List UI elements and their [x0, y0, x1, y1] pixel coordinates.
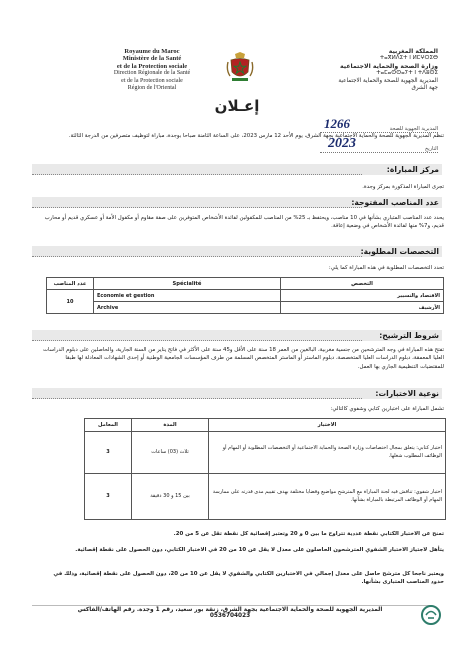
center-text: تجرى المباراة المذكورة بمركز وجدة. [362, 184, 444, 190]
section-header-exams [32, 388, 442, 399]
note-paragraph: ويعتبر ناجحا كل مترشح حاصل على معدل إجمالي في الاختبارين الكتابي والشفوي لا يقل عن 10 من 20، دون الحصول على نقطة إقصائية، وذلك في حدود المناصب المتبارى بشأنها. [53, 571, 444, 586]
section-title: مركز المباراة: [386, 165, 439, 174]
table-row [47, 290, 444, 302]
page-title: إعـلان [214, 97, 260, 115]
header-fr-line: Ministère de la Santé [122, 55, 182, 63]
conditions-text: تفتح هذه المباراة في وجه المترشحين من جنسية مغربية، البالغين من العمر 18 سنة على الأقل و45 سنة على الأكثر في فاتح يناير من السنة الجارية، والحاصلين على دبلوم الدراسات العليا المعمقة، دبلوم الدراسات العليا المتخصصة، دبلوم الماستر أو الماستر المتخصص المسلمة من طرف المؤسسات الجامعية الوطنية أو إحدى الشهادات المعادلة لها طبقا للمقتضيات التنظيمية الجاري بها العمل. [42, 347, 444, 370]
table-row [85, 432, 446, 474]
registration-stamp [320, 116, 438, 162]
table-cell-coef: 3 [85, 432, 132, 474]
section-title: نوعية الاختبارات: [375, 389, 439, 398]
section-title: التخصصات المطلوبة: [360, 247, 439, 256]
header-ar-line: ⵜⴰⵎⴰⵙⵙⴰⵢⵜ ⵏ ⵜⴷⵓⵙⵉ [376, 70, 438, 77]
table-cell-ar: الاقتصاد والتسيير [281, 290, 444, 302]
table-cell-duration: ثلاث (03) ساعات [132, 432, 209, 474]
exams-intro: تشمل المباراة على اختبارين كتابي وشفوي كالتالي: [330, 406, 444, 412]
stamp-year: 2023 [328, 136, 356, 151]
note-paragraph: يتأهل لاجتياز الاختبار الشفوي المترشحون الحاصلون على معدل لا يقل عن 10 من 20 في الاختبار الكتابي، دون الحصول على نقطة إقصائية. [75, 547, 444, 553]
header-fr-line: et de la Protection sociale [116, 62, 188, 70]
exams-table [84, 418, 446, 520]
table-header-row [47, 278, 444, 290]
header-ar-line: المملكة المغربية [388, 48, 438, 55]
table-header: Spécialité [94, 278, 281, 290]
table-header: المعامل [85, 419, 132, 432]
header-fr-line: et de la Protection sociale [121, 77, 183, 84]
header-ar-line: المديرية الجهوية للصحة والحماية الاجتماعية [338, 77, 438, 84]
header-ar-line: ⵜⴰⴳⵍⴷⵉⵜ ⵏ ⵍⵎⵖⵔⵉⴱ [379, 55, 438, 62]
table-header: المدة [132, 419, 209, 432]
specialties-table [46, 277, 444, 314]
specialties-intro: تحدد التخصصات المطلوبة في هذه المباراة كما يلي: [328, 265, 444, 271]
note-paragraph: تمنح عن الاختبار الكتابي نقطة عددية تتراوح ما بين 0 و 20 وتعتبر إقصائية كل نقطة تقل عن 5 من 20. [173, 531, 444, 537]
table-cell-fr: Archive [94, 302, 281, 314]
table-cell-fr: Economie et gestion [94, 290, 281, 302]
header-arabic [300, 48, 438, 92]
table-cell-duration: بين 15 و 30 دقيقة [132, 474, 209, 520]
section-title: شروط الترشيح: [379, 331, 439, 340]
table-header: عدد المناصب [47, 278, 94, 290]
table-header: التخصص [281, 278, 444, 290]
footer-address: المديرية الجهوية للصحة والحماية الاجتماعية بجهة الشرق، زنقة بور سعيد، رقم 1 وجدة. رقم الهاتف/الفاكس 0536704023 [77, 607, 383, 619]
header-ar-line: وزارة الصحة والحماية الاجتماعية [340, 62, 438, 70]
header-french [92, 48, 212, 92]
section-header-conditions [32, 330, 442, 341]
header-fr-line: Direction Régionale de la Santé [113, 70, 191, 77]
section-header-posts [32, 197, 442, 208]
header-ar-line: جهة الشرق [411, 85, 438, 92]
table-cell-exam: اختبار كتابي: يتعلق بمجال اختصاصات وزارة الصحة والحماية الاجتماعية أو التخصصات المطلوبة أو المهام أو الوظائف المطلوب شغلها. [209, 432, 446, 474]
table-row [85, 474, 446, 520]
header-fr-line: Région de l'Oriental [127, 85, 177, 92]
table-header-row [85, 419, 446, 432]
moroccan-emblem-icon [226, 52, 254, 82]
stamp-number: 1266 [324, 116, 350, 131]
ministry-logo-icon [420, 604, 442, 626]
table-cell-exam: اختبار شفوي: تناقش فيه لجنة المباراة مع المترشح مواضيع وقضايا مختلفة بهدف تقييم مدى قدرته على ممارسة المهام أو الوظائف المرتبطة بالمباراة بشأنها. [209, 474, 446, 520]
posts-text: يحدد عدد المناصب المتباري بشأنها في 10 مناصب، ويحتفظ بـ 25% من المناصب للمكفولين لفائدة الأشخاص المتوفرين على صفة مقاوم أو مكفول الأمة أو عسكري قديم أو محارب قديم، و7% منها لفائدة الأشخاص في وضعية إعاقة. [44, 215, 444, 230]
section-title: عدد المناصب المفتوحة: [351, 198, 439, 207]
header-fr-line: Royaume du Maroc [124, 48, 180, 55]
table-header: الاختبار [209, 419, 446, 432]
section-header-specialties [32, 246, 442, 257]
section-header-center [32, 164, 442, 175]
stamp-label: المديرية الجهوية للصحة [389, 126, 438, 132]
table-row [47, 302, 444, 314]
intro-paragraph: تنظم المديرية الجهوية للصحة والحماية الاجتماعية بجهة الشرق، يوم الأحد 12 مارس 2023، على الساعة الثامنة صباحا بوجدة، مباراة لتوظيف متصرفين من الدرجة الثالثة. [68, 133, 444, 139]
table-cell-count: 10 [47, 290, 94, 314]
stamp-date-label: التاريخ [425, 146, 438, 152]
table-cell-coef: 3 [85, 474, 132, 520]
table-cell-ar: الأرشيف [281, 302, 444, 314]
